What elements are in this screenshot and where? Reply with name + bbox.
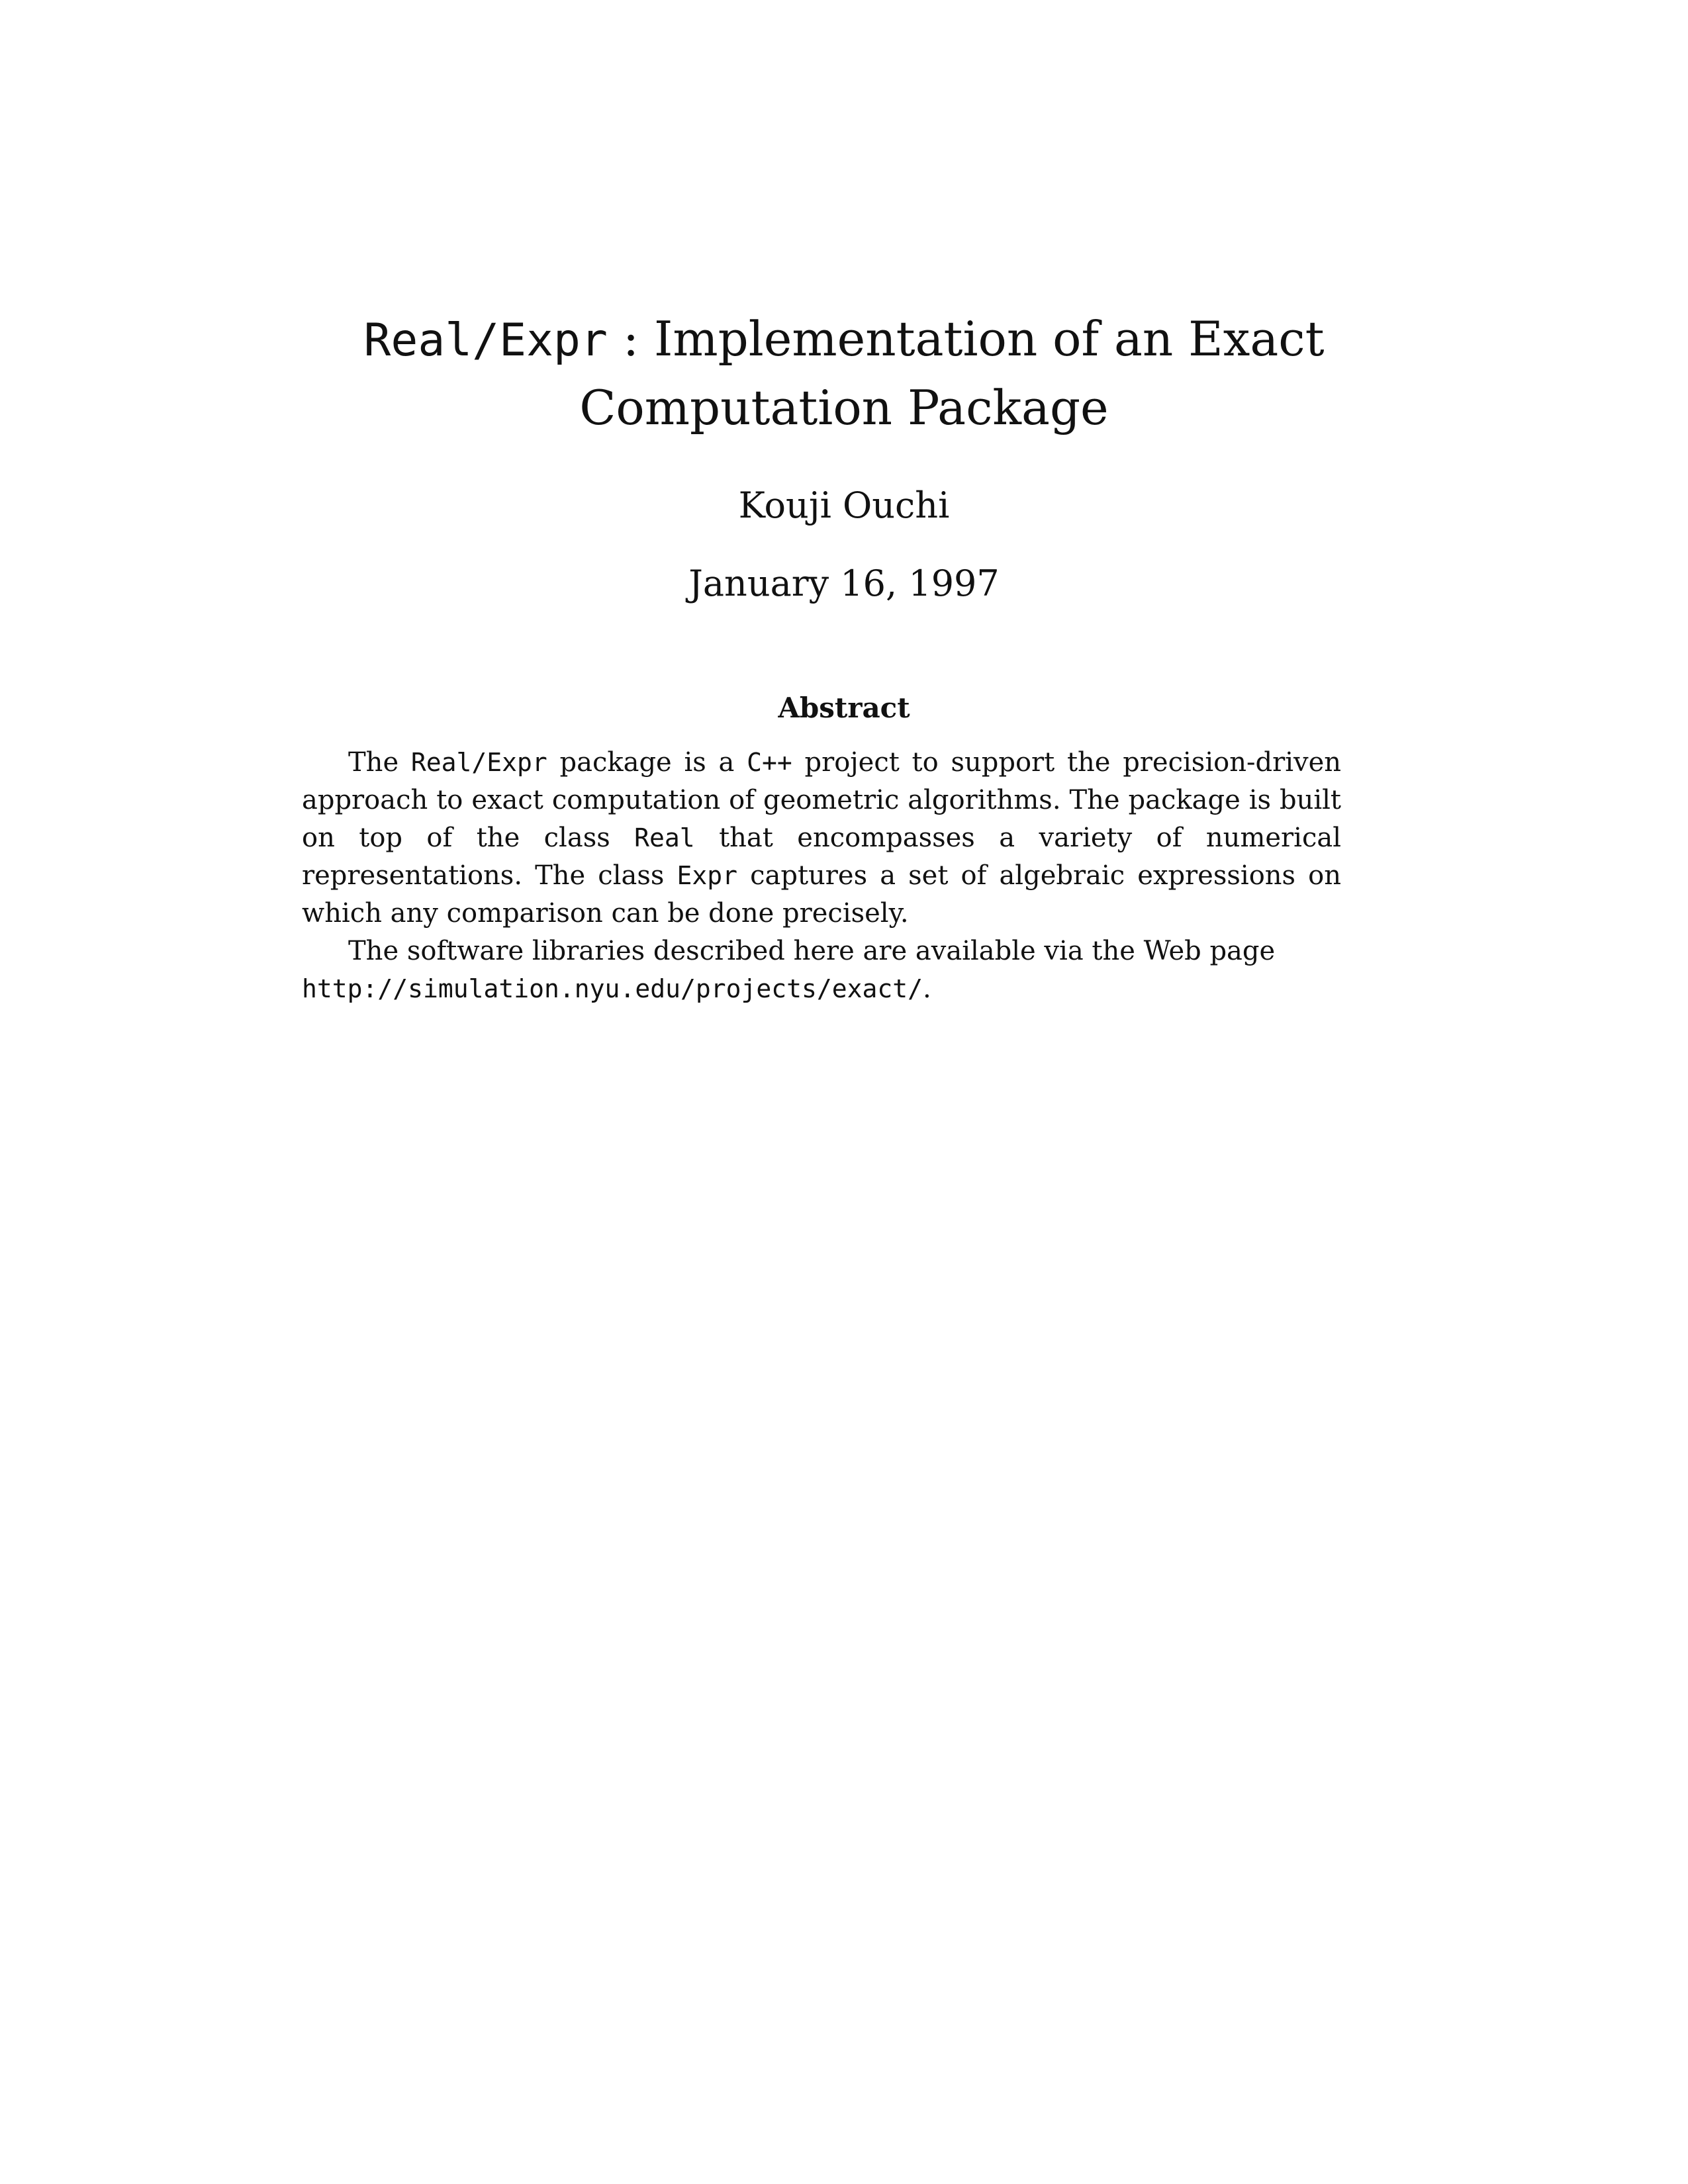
- url-period: .: [923, 974, 931, 1004]
- code-term-expr: Expr: [677, 861, 738, 890]
- code-term-real-expr: Real/Expr: [410, 748, 547, 777]
- title-line-1-text: Implementation of an Exact: [653, 311, 1325, 367]
- abstract-paragraph-1: [302, 744, 1341, 933]
- paper-title-line-1: [0, 304, 1688, 375]
- title-separator: :: [607, 311, 654, 367]
- abstract-text: The: [348, 747, 411, 778]
- abstract-text: The software libraries described here are available via the Web page: [348, 936, 1276, 966]
- web-page-url-line: [302, 970, 1341, 1008]
- title-code-name: Real/Expr: [363, 314, 608, 367]
- publication-date: January 16, 1997: [688, 563, 1000, 604]
- paper-title-line-2: Computation Package: [579, 380, 1109, 435]
- abstract-heading: Abstract: [778, 692, 910, 724]
- abstract-text: package is a: [547, 747, 747, 778]
- web-page-url[interactable]: http://simulation.nyu.edu/projects/exact/: [302, 974, 923, 1003]
- abstract-body: [302, 744, 1341, 1008]
- abstract-text: project to support the precision-driven approach to exact computation of geometric algorithms. The package is built on top of the class: [302, 747, 1342, 853]
- code-term-cpp: C++: [747, 748, 792, 777]
- abstract-text: that encompasses a variety of numerical representations. The class: [302, 823, 1342, 891]
- author-name: Kouji Ouchi: [738, 484, 950, 526]
- code-term-real: Real: [634, 823, 695, 852]
- abstract-text: captures a set of algebraic expressions on which any comparison can be done precisely.: [302, 860, 1341, 929]
- abstract-paragraph-2: [302, 933, 1341, 1008]
